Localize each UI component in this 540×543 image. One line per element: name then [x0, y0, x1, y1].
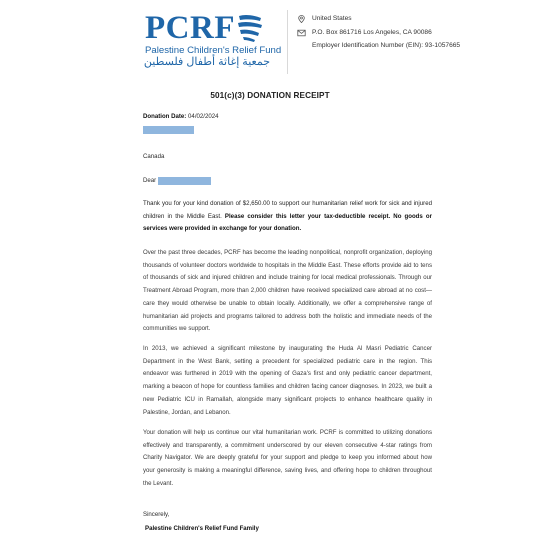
- location-text: United States: [312, 15, 352, 22]
- hands-logo-icon: [231, 12, 267, 44]
- redacted-donor-name: [143, 126, 194, 134]
- thank-you-text: Thank you for your kind donation of $2,650.00 to support our humanitarian relief work for sick and injured children in the Middle East.: [143, 200, 432, 220]
- donor-country: Canada: [143, 153, 165, 160]
- donation-date-line: [143, 111, 219, 124]
- donation-date-label: Donation Date:: [143, 113, 187, 120]
- location-pin-icon: [297, 15, 306, 23]
- pcrf-logo: [145, 10, 295, 70]
- tax-deductible-notice: Please consider this letter your tax-deductible receipt. No goods or services were provided in exchange for your donation.: [143, 212, 432, 233]
- thank-you-paragraph: [143, 198, 432, 236]
- header-divider: [287, 10, 288, 74]
- salutation: Dear: [143, 177, 157, 184]
- logo-wordmark: PCRF: [145, 10, 235, 46]
- logo-subtitle: Palestine Children's Relief Fund: [145, 45, 282, 56]
- address-text: P.O. Box 861716 Los Angeles, CA 90086: [312, 28, 432, 36]
- mail-icon: [297, 29, 306, 37]
- ein-text: Employer Identification Number (EIN): 93-1057665: [312, 42, 461, 49]
- history-paragraph: Over the past three decades, PCRF has become the leading nonpolitical, nonprofit organization, deploying thousands of volunteer doctors worldwide to hospitals in the Middle East. These efforts provide aid to tens of thousands of sick and injured children and include training for local medical professionals. Through our Treatment Abroad Program, more than 2,000 children have received specialized care abroad at no cost—care they would otherwise be unable to obtain locally. Additionally, we offer a comprehensive range of humanitarian aid projects and programs tailored to address both the holistic and immediate needs of the communities we support.: [143, 249, 432, 333]
- salutation-line: [143, 175, 156, 188]
- closing: Sincerely,: [143, 511, 170, 518]
- redacted-salutation-name: [158, 177, 211, 185]
- donation-date-value: 04/02/2024: [188, 113, 219, 120]
- gratitude-paragraph: Your donation will help us continue our vital humanitarian work. PCRF is committed to utilizing donations effectively and transparently, a commitment underscored by our eleven consecutive 4-star ratings from Charity Navigator. We are deeply grateful for your support and pledge to keep you informed about how your generosity is making a meaningful difference, saving lives, and offering hope to children throughout the Levant.: [143, 429, 432, 487]
- logo-arabic: جمعية إغاثة أطفال فلسطين: [143, 56, 270, 68]
- milestones-paragraph: In 2013, we achieved a significant milestone by inaugurating the Huda Al Masri Pediatric Cancer Department in the West Bank, setting a precedent for specialized pediatric care in the region. This endeavor was furthered in 2019 with the opening of Gaza's first and only pediatric cancer department, marking a beacon of hope for countless families and children facing cancer diagnoses. In 2023, we built a new Pediatric ICU in Ramallah, alongside many significant projects to enhance healthcare quality in Palestine, Jordan, and Lebanon.: [143, 345, 432, 416]
- signature: Palestine Children's Relief Fund Family: [145, 525, 259, 532]
- receipt-title: 501(c)(3) DONATION RECEIPT: [210, 91, 330, 100]
